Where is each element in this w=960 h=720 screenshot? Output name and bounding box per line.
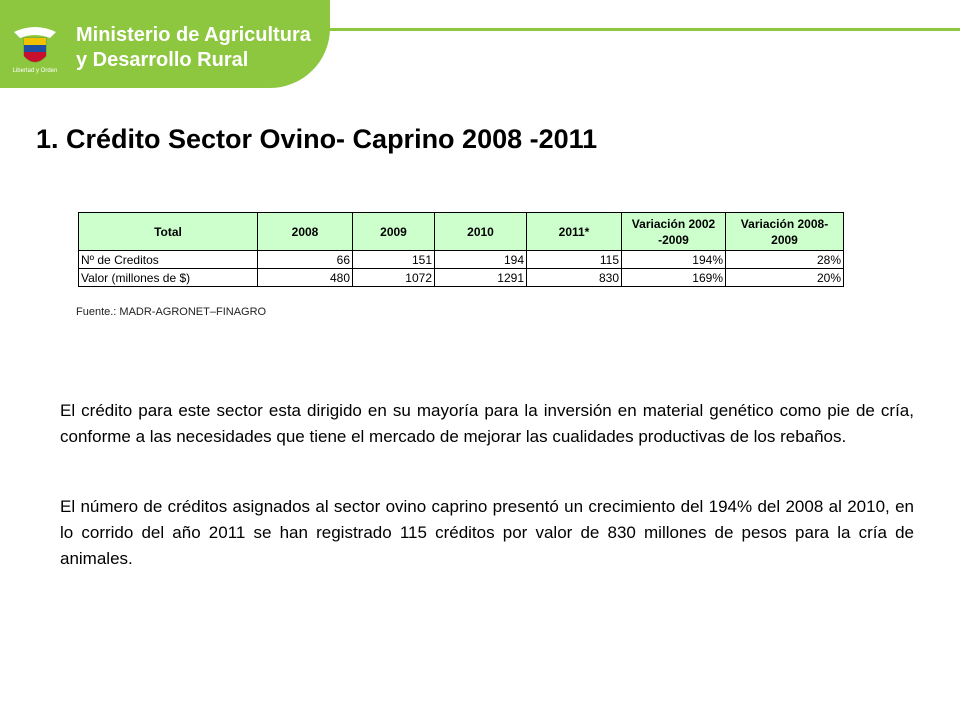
table-cell: 1072	[353, 269, 435, 287]
column-header-total: Total	[79, 213, 258, 251]
table-cell: 20%	[726, 269, 844, 287]
body-paragraph-1: El crédito para este sector esta dirigido en su mayoría para la inversión en material genético como pie de cría, conforme a las necesidades que tiene el mercado de mejorar las cualidades productivas de los rebaños.	[60, 401, 914, 446]
coat-of-arms-icon	[10, 24, 60, 70]
table-source-note: Fuente.: MADR-AGRONET–FINAGRO	[76, 306, 267, 318]
column-header-variation-2008-2009: Variación 2008-2009	[726, 213, 844, 251]
header-band	[0, 0, 960, 92]
table-row	[79, 251, 844, 269]
credit-table	[78, 212, 844, 287]
page-title: 1. Crédito Sector Ovino- Caprino 2008 -2011	[36, 124, 598, 154]
table-cell: 169%	[622, 269, 726, 287]
ministry-name-line-1: Ministerio de Agricultura	[76, 24, 311, 46]
table-header-row	[79, 213, 844, 251]
column-header-2008: 2008	[258, 213, 353, 251]
column-header-2009: 2009	[353, 213, 435, 251]
ministry-banner	[0, 0, 330, 88]
seal-motto: Libertad y Orden	[12, 68, 58, 74]
ministry-name-line-2: y Desarrollo Rural	[76, 49, 249, 71]
ministry-name	[76, 23, 326, 73]
row-label-value: Valor (millones de $)	[79, 269, 258, 287]
table-cell: 151	[353, 251, 435, 269]
row-label-credits: Nº de Creditos	[79, 251, 258, 269]
body-paragraph-2: El número de créditos asignados al sector ovino caprino presentó un crecimiento del 194% del 2008 al 2010, en lo corrido del año 2011 se han registrado 115 créditos por valor de 830 millones de pesos para la cría de animales.	[60, 497, 914, 568]
table-cell: 830	[527, 269, 622, 287]
table-cell: 115	[527, 251, 622, 269]
table-cell: 28%	[726, 251, 844, 269]
table-cell: 194%	[622, 251, 726, 269]
table-cell: 1291	[435, 269, 527, 287]
table-cell: 480	[258, 269, 353, 287]
table-cell: 194	[435, 251, 527, 269]
column-header-2010: 2010	[435, 213, 527, 251]
column-header-variation-2002-2009: Variación 2002 -2009	[622, 213, 726, 251]
header-divider-line	[310, 28, 960, 31]
column-header-2011: 2011*	[527, 213, 622, 251]
table-cell: 66	[258, 251, 353, 269]
table-row	[79, 269, 844, 287]
